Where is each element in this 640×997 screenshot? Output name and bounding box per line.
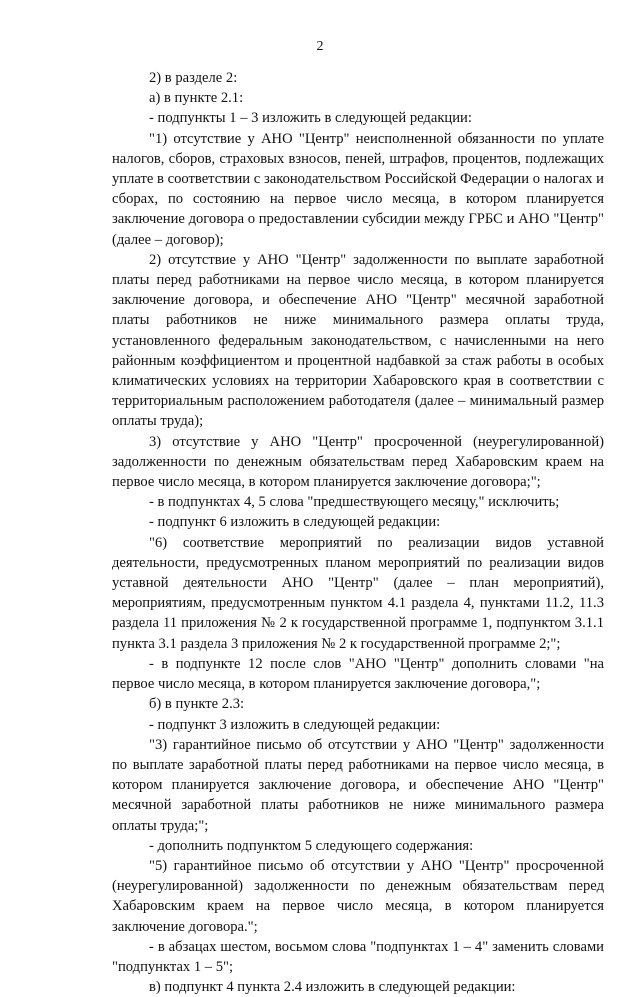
- document-body: [112, 68, 604, 997]
- paragraph: - подпункт 3 изложить в следующей редакции:: [149, 716, 441, 733]
- paragraph: - в абзацах шестом, восьмом слова "подпунктах 1 – 4" заменить словами "подпунктах 1 – 5";: [112, 938, 604, 975]
- paragraph: в) подпункт 4 пункта 2.4 изложить в следующей редакции:: [149, 979, 516, 996]
- paragraph: "3) гарантийное письмо об отсутствии у АНО "Центр" задолженности по выплате заработной платы перед работниками на первое число месяца, в котором планируется заключение договора, и обеспечение АНО "Центр" месячной заработной платы работников не ниже минимального размера оплаты труда;";: [112, 736, 604, 834]
- paragraph: б) в пункте 2.3:: [149, 696, 245, 713]
- paragraph: - дополнить подпунктом 5 следующего содержания:: [149, 837, 474, 854]
- paragraph: 2) отсутствие у АНО "Центр" задолженности по выплате заработной платы перед работниками на первое число месяца, в котором планируется заключение договора, и обеспечение АНО "Центр" месячной заработной платы работников не ниже минимального размера оплаты труда, установленного федеральным законодательством, с начисленными на него районным коэффициентом и процентной надбавкой за стаж работы в особых климатических условиях на территории Хабаровского края в соответствии с территориальным расположением работодателя (далее – минимальный размер оплаты труда);: [112, 251, 604, 430]
- page-number: 2: [316, 39, 324, 54]
- paragraph: - в подпункте 12 после слов "АНО "Центр" дополнить словами "на первое число месяца, в котором планируется заключение договора,";: [112, 655, 604, 693]
- paragraph: а) в пункте 2.1:: [149, 90, 244, 107]
- paragraph: "6) соответствие мероприятий по реализации видов уставной деятельности, предусмотренных планом мероприятий по реализации видов уставной деятельности АНО "Центр" (далее – план мероприятий), мероприятиям, предусмотренным пунктом 4.1 раздела 4, пунктами 11.2, 11.3 раздела 11 приложения № 2 к государственной программе 1, подпунктом 3.1.1 пункта 3.1 раздела 3 приложения № 2 к государственной программе 2;";: [112, 534, 604, 652]
- paragraph: - подпункт 6 изложить в следующей редакции:: [149, 514, 441, 531]
- paragraph: "5) гарантийное письмо об отсутствии у АНО "Центр" просроченной (неурегулированной) задолженности по денежным обязательствам перед Хабаровским краем на первое число месяца, в котором планируется заключение договора.";: [112, 857, 604, 935]
- paragraph: 3) отсутствие у АНО "Центр" просроченной (неурегулированной) задолженности по денежным обязательствам перед Хабаровским краем на первое число месяца, в котором планируется заключение договора;";: [112, 433, 604, 491]
- paragraph: - в подпунктах 4, 5 слова "предшествующего месяцу," исключить;: [149, 494, 560, 511]
- paragraph: "1) отсутствие у АНО "Центр" неисполненной обязанности по уплате налогов, сборов, страховых взносов, пеней, штрафов, процентов, подлежащих уплате в соответствии с законодательством Российской Федерации о налогах и сборах, по состоянию на первое число месяца, в котором планируется заключение договора о предоставлении субсидии между ГРБС и АНО "Центр" (далее – договор);: [112, 130, 604, 248]
- paragraph: - подпункты 1 – 3 изложить в следующей редакции:: [149, 110, 472, 127]
- paragraph: 2) в разделе 2:: [149, 70, 238, 86]
